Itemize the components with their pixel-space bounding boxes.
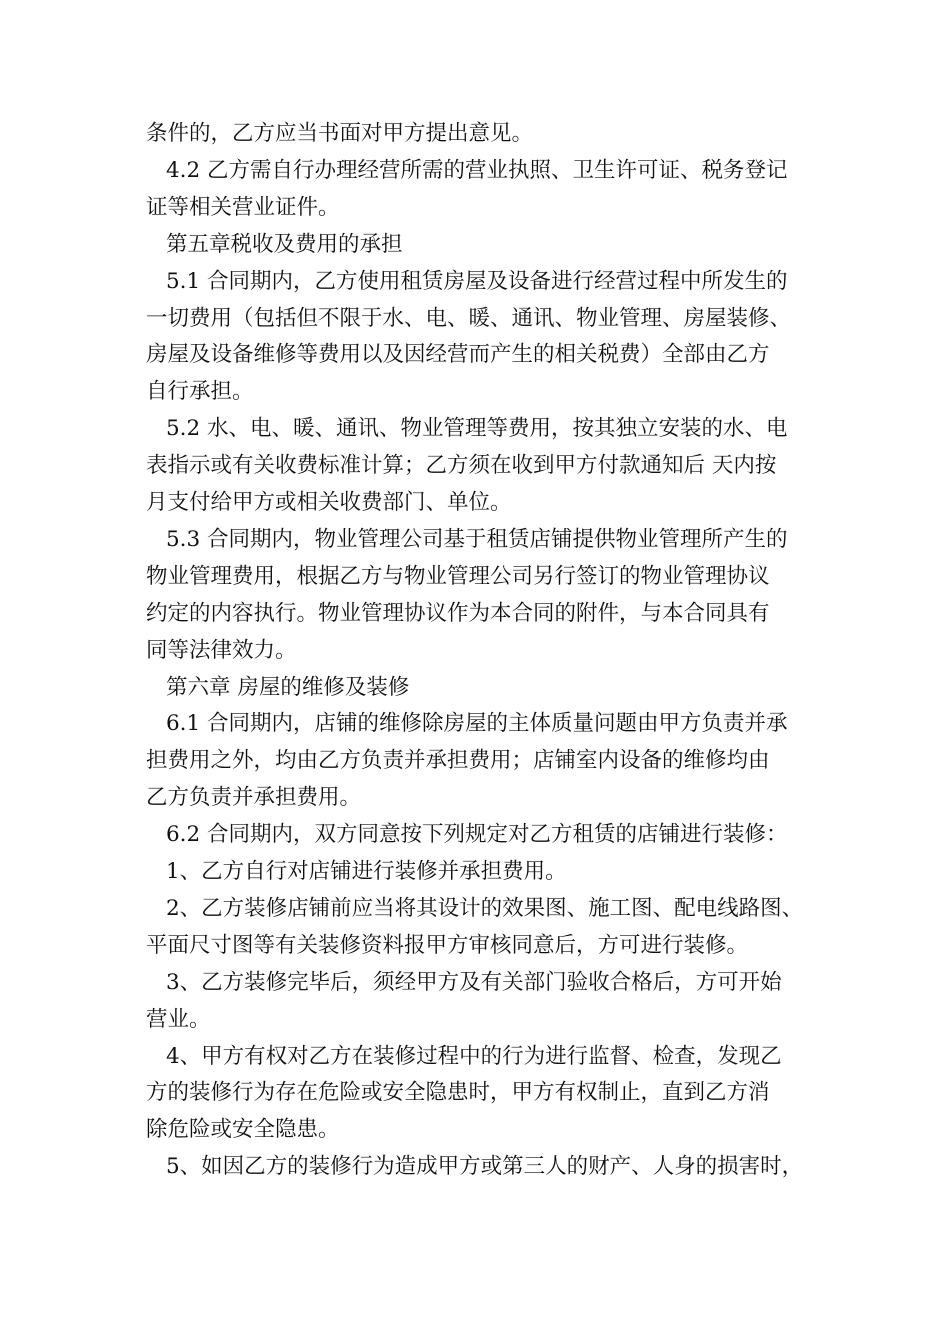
clause-5-1-line: 5.1 合同期内，乙方使用租赁房屋及设备进行经营过程中所发生的 bbox=[166, 269, 788, 294]
text-line: 平面尺寸图等有关装修资料报甲方审核同意后，方可进行装修。 bbox=[146, 933, 749, 958]
text-line: 方的装修行为存在危险或安全隐患时，甲方有权制止，直到乙方消 bbox=[146, 1080, 770, 1105]
list-item-2: 2、乙方装修店铺前应当将其设计的效果图、施工图、配电线路图、 bbox=[166, 896, 804, 921]
text-line: 一切费用（包括但不限于水、电、暖、通讯、物业管理、房屋装修、 bbox=[146, 306, 792, 331]
text-line: 除危险或安全隐患。 bbox=[146, 1117, 340, 1142]
clause-4-2-line: 4.2 乙方需自行办理经营所需的营业执照、卫生许可证、税务登记 bbox=[166, 158, 788, 183]
chapter-6-heading: 第六章 房屋的维修及装修 bbox=[166, 675, 410, 700]
text-line: 同等法律效力。 bbox=[146, 638, 297, 663]
text-line: 营业。 bbox=[146, 1007, 211, 1032]
text-line: 月支付给甲方或相关收费部门、单位。 bbox=[146, 490, 512, 515]
list-item-3: 3、乙方装修完毕后，须经甲方及有关部门验收合格后，方可开始 bbox=[166, 970, 782, 995]
text-line: 自行承担。 bbox=[146, 379, 254, 404]
list-item-5: 5、如因乙方的装修行为造成甲方或第三人的财产、人身的损害时， bbox=[166, 1154, 804, 1179]
text-line: 担费用之外，均由乙方负责并承担费用；店铺室内设备的维修均由 bbox=[146, 748, 770, 773]
text-line: 物业管理费用，根据乙方与物业管理公司另行签订的物业管理协议 bbox=[146, 564, 770, 589]
text-line: 证等相关营业证件。 bbox=[146, 195, 340, 220]
text-line: 条件的，乙方应当书面对甲方提出意见。 bbox=[146, 121, 534, 146]
text-line: 房屋及设备维修等费用以及因经营而产生的相关税费）全部由乙方 bbox=[146, 342, 770, 367]
clause-6-1-line: 6.1 合同期内，店铺的维修除房屋的主体质量问题由甲方负责并承 bbox=[166, 711, 788, 736]
clause-5-2-line: 5.2 水、电、暖、通讯、物业管理等费用，按其独立安装的水、电 bbox=[166, 416, 788, 441]
text-line: 约定的内容执行。物业管理协议作为本合同的附件，与本合同具有 bbox=[146, 601, 770, 626]
chapter-5-heading: 第五章税收及费用的承担 bbox=[166, 232, 403, 257]
text-line: 表指示或有关收费标准计算；乙方须在收到甲方付款通知后 天内按 bbox=[146, 453, 777, 478]
clause-6-2-line: 6.2 合同期内，双方同意按下列规定对乙方租赁的店铺进行装修： bbox=[166, 822, 788, 847]
clause-5-3-line: 5.3 合同期内，物业管理公司基于租赁店铺提供物业管理所产生的 bbox=[166, 527, 788, 552]
list-item-4: 4、甲方有权对乙方在装修过程中的行为进行监督、检查，发现乙 bbox=[166, 1044, 782, 1069]
list-item-1: 1、乙方自行对店铺进行装修并承担费用。 bbox=[166, 859, 567, 884]
text-line: 乙方负责并承担费用。 bbox=[146, 785, 362, 810]
